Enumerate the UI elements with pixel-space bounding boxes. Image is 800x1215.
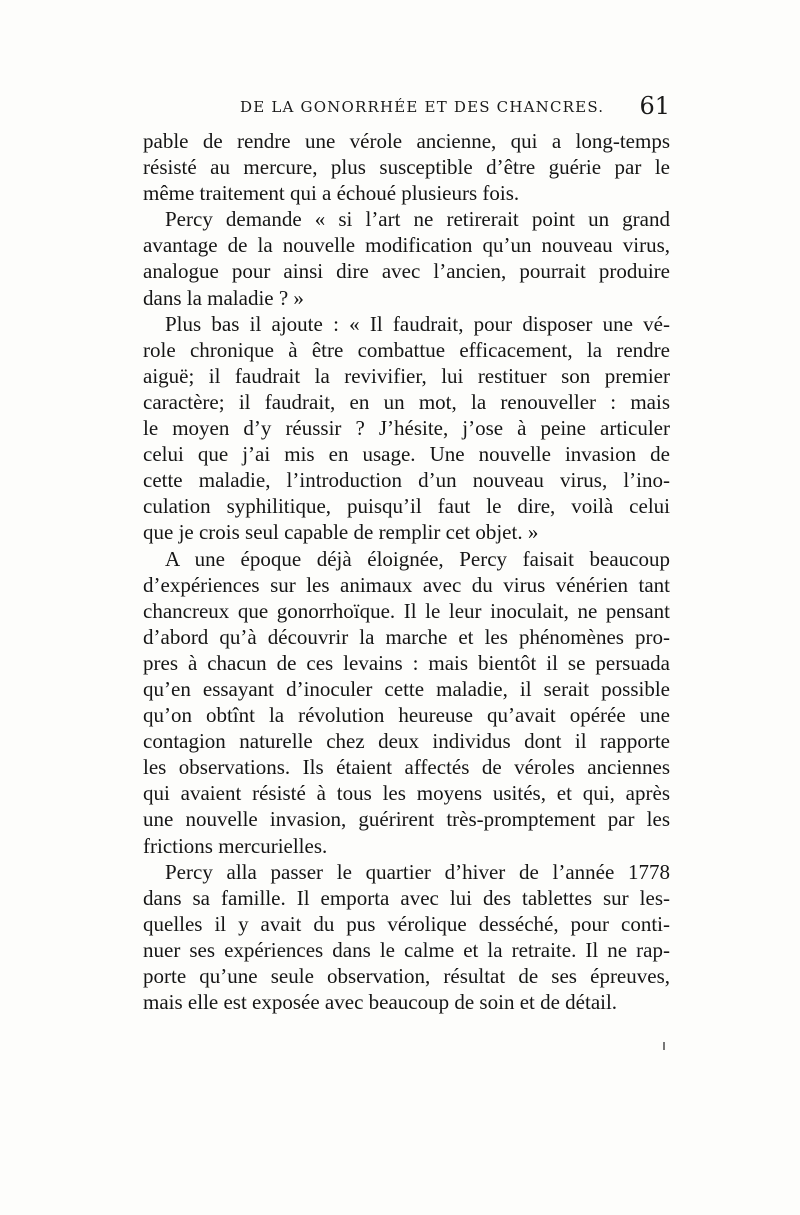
- text-line: A une époque déjà éloignée, Percy faisait beaucoup: [165, 546, 670, 571]
- paragraph-epoque-eloignee: [143, 546, 670, 859]
- text-line: role chronique à être combattue efficacement, la rendre: [143, 337, 670, 362]
- text-line: celui que j’ai mis en usage. Une nouvelle invasion de: [143, 442, 670, 467]
- text-line: qu’en essayant d’inoculer cette maladie, il serait possible: [143, 676, 670, 701]
- text-line: d’abord qu’à découvrir la marche et les phénomènes pro-: [143, 624, 670, 649]
- text-line: cette maladie, l’introduction d’un nouveau virus, l’ino-: [143, 468, 670, 493]
- text-line: les observations. Ils étaient affectés de véroles anciennes: [143, 755, 670, 780]
- text-line: même traitement qui a échoué plusieurs fois.: [143, 181, 520, 206]
- text-line: Percy demande « si l’art ne retirerait point un grand: [165, 207, 670, 232]
- text-line: aiguë; il faudrait la revivifier, lui restituer son premier: [143, 363, 670, 388]
- paragraph-quartier-hiver: [143, 859, 670, 1016]
- text-line: dans la maladie ? »: [143, 285, 304, 310]
- text-line: Percy alla passer le quartier d’hiver de l’année 1778: [165, 859, 670, 884]
- text-line: pres à chacun de ces levains : mais bientôt il se persuada: [143, 650, 670, 675]
- page-number: 61: [639, 92, 670, 120]
- paragraph-continuation: [143, 128, 670, 206]
- text-line: Plus bas il ajoute : « Il faudrait, pour disposer une vé-: [165, 311, 670, 336]
- text-line: d’expériences sur les animaux avec du virus vénérien tant: [143, 572, 670, 597]
- text-line: mais elle est exposée avec beaucoup de soin et de détail.: [143, 990, 618, 1015]
- text-line: pable de rendre une vérole ancienne, qui a long-temps: [143, 129, 670, 153]
- running-title: DE LA GONORRHÉE ET DES CHANCRES.: [240, 98, 605, 116]
- paragraph-percy-demande: [143, 206, 670, 310]
- text-line: résisté au mercure, plus susceptible d’être guérie par le: [143, 155, 670, 180]
- text-line: porte qu’une seule observation, résultat de ses épreuves,: [143, 964, 670, 988]
- text-line: quelles il y avait du pus vérolique desséché, pour conti-: [143, 911, 670, 936]
- text-line: analogue pour ainsi dire avec l’ancien, pourrait produire: [143, 259, 670, 284]
- text-line: que je crois seul capable de remplir cet objet. »: [143, 520, 539, 545]
- text-line: qu’on obtînt la révolution heureuse qu’avait opérée une: [143, 703, 670, 728]
- text-line: nuer ses expériences dans le calme et la retraite. Il ne rap-: [143, 937, 670, 962]
- text-line: qui avaient résisté à tous les moyens usités, et qui, après: [143, 781, 670, 806]
- text-line: une nouvelle invasion, guérirent très-promptement par les: [143, 807, 670, 832]
- text-line: frictions mercurielles.: [143, 833, 328, 858]
- body-text: [143, 128, 670, 1015]
- text-line: chancreux que gonorrhoïque. Il le leur inoculait, ne pensant: [143, 598, 670, 623]
- text-line: contagion naturelle chez deux individus dont il rapporte: [143, 729, 670, 754]
- print-mark: [663, 1042, 665, 1050]
- text-line: le moyen d’y réussir ? J’hésite, j’ose à peine articuler: [143, 416, 670, 441]
- text-line: dans sa famille. Il emporta avec lui des tablettes sur les-: [143, 885, 670, 910]
- text-line: avantage de la nouvelle modification qu’un nouveau virus,: [143, 233, 670, 258]
- text-line: caractère; il faudrait, en un mot, la renouveller : mais: [143, 389, 670, 414]
- running-head: [140, 92, 670, 122]
- paragraph-plus-bas: [143, 311, 670, 546]
- text-line: culation syphilitique, puisqu’il faut le dire, voilà celui: [143, 494, 670, 519]
